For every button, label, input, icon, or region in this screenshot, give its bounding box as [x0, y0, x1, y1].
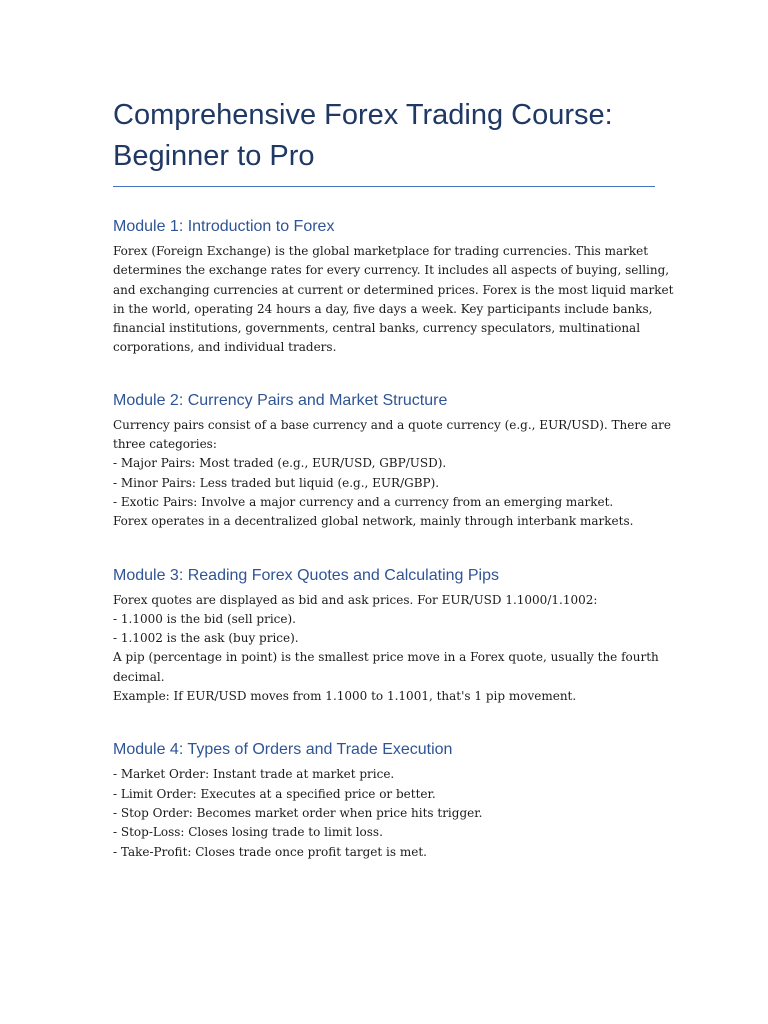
module-3-line: A pip (percentage in point) is the smallest price move in a Forex quote, usually the fourth — [113, 650, 659, 665]
module-1-line: Forex (Foreign Exchange) is the global marketplace for trading currencies. This market — [113, 244, 649, 258]
module-2-line: - Major Pairs: Most traded (e.g., EUR/USD, GBP/USD). — [113, 456, 447, 471]
module-3-line: - 1.1002 is the ask (buy price). — [113, 631, 299, 646]
module-1-line: determines the exchange rates for every currency. It includes all aspects of buying, selling, — [113, 263, 670, 278]
module-4-line: - Take-Profit: Closes trade once profit target is met. — [113, 844, 427, 859]
module-3-body — [113, 591, 659, 707]
module-1-section — [113, 216, 674, 358]
module-2-line: - Minor Pairs: Less traded but liquid (e.g., EUR/GBP). — [113, 475, 440, 490]
module-4-line: - Market Order: Instant trade at market price. — [113, 767, 395, 782]
title-line-2: Beginner to Pro — [113, 140, 315, 172]
module-1-heading: Module 1: Introduction to Forex — [113, 218, 335, 235]
module-2-line: - Exotic Pairs: Involve a major currency and a currency from an emerging market. — [113, 494, 614, 509]
module-2-line: three categories: — [113, 437, 217, 452]
module-3-heading: Module 3: Reading Forex Quotes and Calculating Pips — [113, 566, 499, 584]
module-1-body — [113, 242, 674, 358]
module-3-line: - 1.1000 is the bid (sell price). — [113, 611, 296, 626]
module-4-line: - Stop Order: Becomes market order when price hits trigger. — [113, 805, 483, 820]
title-underline — [113, 186, 655, 187]
document-page — [113, 95, 674, 862]
module-3-line: Example: If EUR/USD moves from 1.1000 to 1.1001, that's 1 pip movement. — [113, 689, 577, 704]
module-1-line: financial institutions, governments, central banks, currency speculators, multinational — [113, 321, 641, 336]
module-1-line: in the world, operating 24 hours a day, five days a week. Key participants include banks, — [113, 301, 653, 316]
module-3-line: decimal. — [113, 669, 165, 684]
module-4-line: - Stop-Loss: Closes losing trade to limit loss. — [113, 825, 383, 840]
module-3-line: Forex quotes are displayed as bid and ask prices. For EUR/USD 1.1000/1.1002: — [113, 592, 598, 607]
module-1-line: corporations, and individual traders. — [113, 340, 337, 355]
module-2-line: Currency pairs consist of a base currency and a quote currency (e.g., EUR/USD). There are — [113, 417, 672, 432]
module-2-line: Forex operates in a decentralized global network, mainly through interbank markets. — [113, 514, 634, 529]
module-3-section — [113, 565, 659, 707]
module-1-line: and exchanging currencies at current or determined prices. Forex is the most liquid market — [113, 282, 674, 297]
module-4-heading: Module 4: Types of Orders and Trade Execution — [113, 741, 453, 759]
module-2-heading: Module 2: Currency Pairs and Market Structure — [113, 391, 448, 409]
document-title — [113, 95, 656, 177]
module-4-section — [113, 739, 656, 861]
module-2-body — [113, 416, 672, 532]
module-4-body — [113, 765, 656, 861]
module-2-section — [113, 390, 672, 532]
module-4-line: - Limit Order: Executes at a specified price or better. — [113, 786, 436, 801]
title-line-1: Comprehensive Forex Trading Course: — [113, 99, 613, 131]
